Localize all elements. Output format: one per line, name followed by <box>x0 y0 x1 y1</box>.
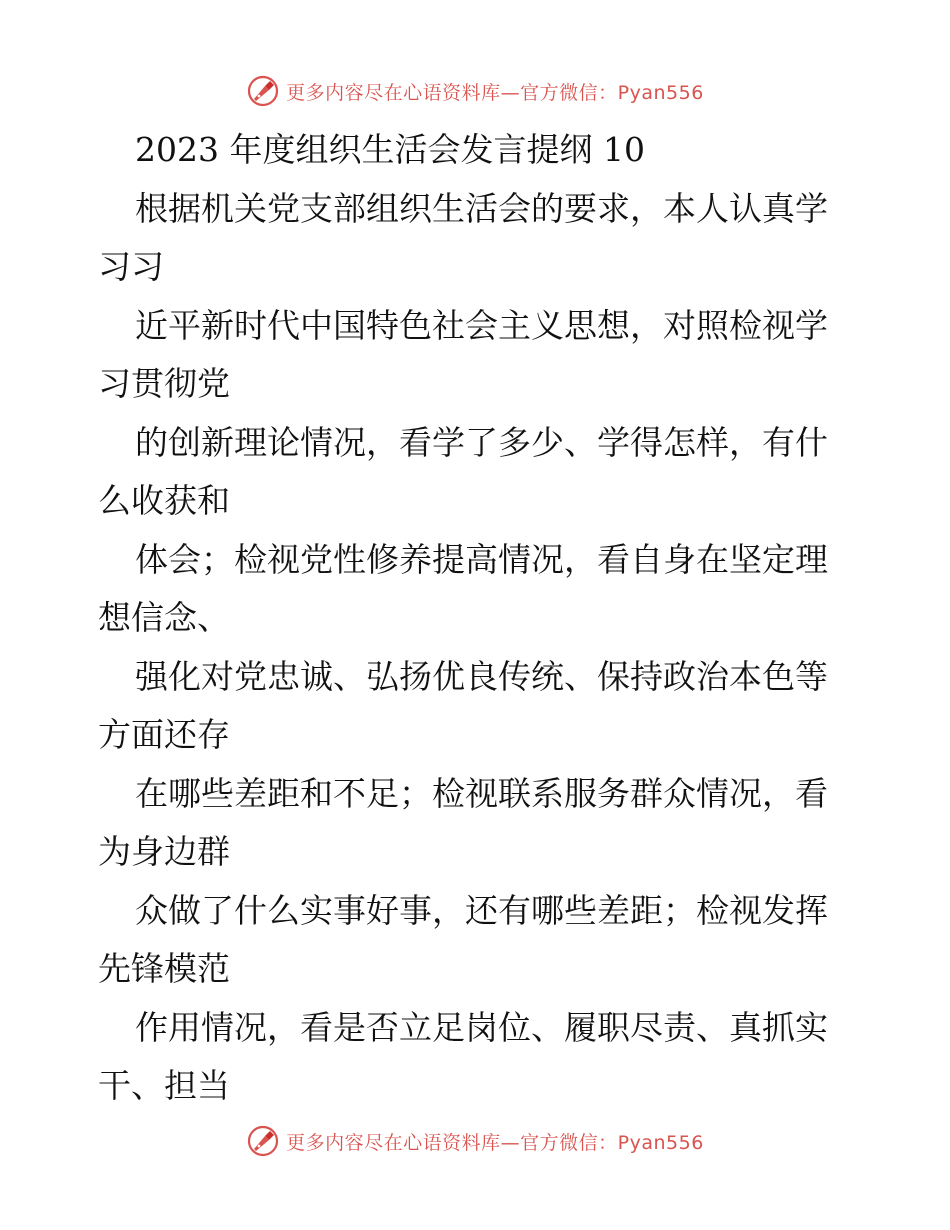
watermark-text: 更多内容尽在心语资料库—官方微信：Pyan556 <box>286 1131 704 1154</box>
watermark-text: 更多内容尽在心语资料库—官方微信：Pyan556 <box>286 81 704 104</box>
paragraph-line: 习贯彻党 <box>98 364 230 403</box>
paragraph-line: 的创新理论情况，看学了多少、学得怎样，有什 <box>135 422 828 462</box>
paragraph-line: 体会；检视党性修养提高情况，看自身在坚定理 <box>135 539 828 579</box>
paragraph-line: 众做了什么实事好事，还有哪些差距；检视发挥 <box>135 890 828 930</box>
paragraph-line: 强化对党忠诚、弘扬优良传统、保持政治本色等 <box>135 656 828 696</box>
paragraph-line: 方面还存 <box>98 715 230 754</box>
paragraph-line: 干、担当 <box>98 1066 230 1105</box>
paragraph-line: 么收获和 <box>98 481 230 520</box>
paragraph-line: 在哪些差距和不足；检视联系服务群众情况，看 <box>135 773 828 813</box>
document-body <box>98 121 858 1116</box>
paragraph-line: 先锋模范 <box>98 949 230 988</box>
pen-nib-logo-icon <box>246 74 280 108</box>
paragraph-line: 作用情况，看是否立足岗位、履职尽责、真抓实 <box>135 1007 828 1047</box>
paragraph-line: 习习 <box>98 247 164 286</box>
header-watermark <box>0 71 950 111</box>
pen-nib-logo-icon <box>246 1124 280 1158</box>
paragraph-line: 近平新时代中国特色社会主义思想，对照检视学 <box>135 305 828 345</box>
paragraph-line: 根据机关党支部组织生活会的要求，本人认真学 <box>135 188 828 228</box>
footer-watermark <box>0 1121 950 1161</box>
paragraph-line: 为身边群 <box>98 832 230 871</box>
document-title: 2023 年度组织生活会发言提纲 10 <box>135 130 645 169</box>
paragraph-line: 想信念、 <box>98 598 230 637</box>
